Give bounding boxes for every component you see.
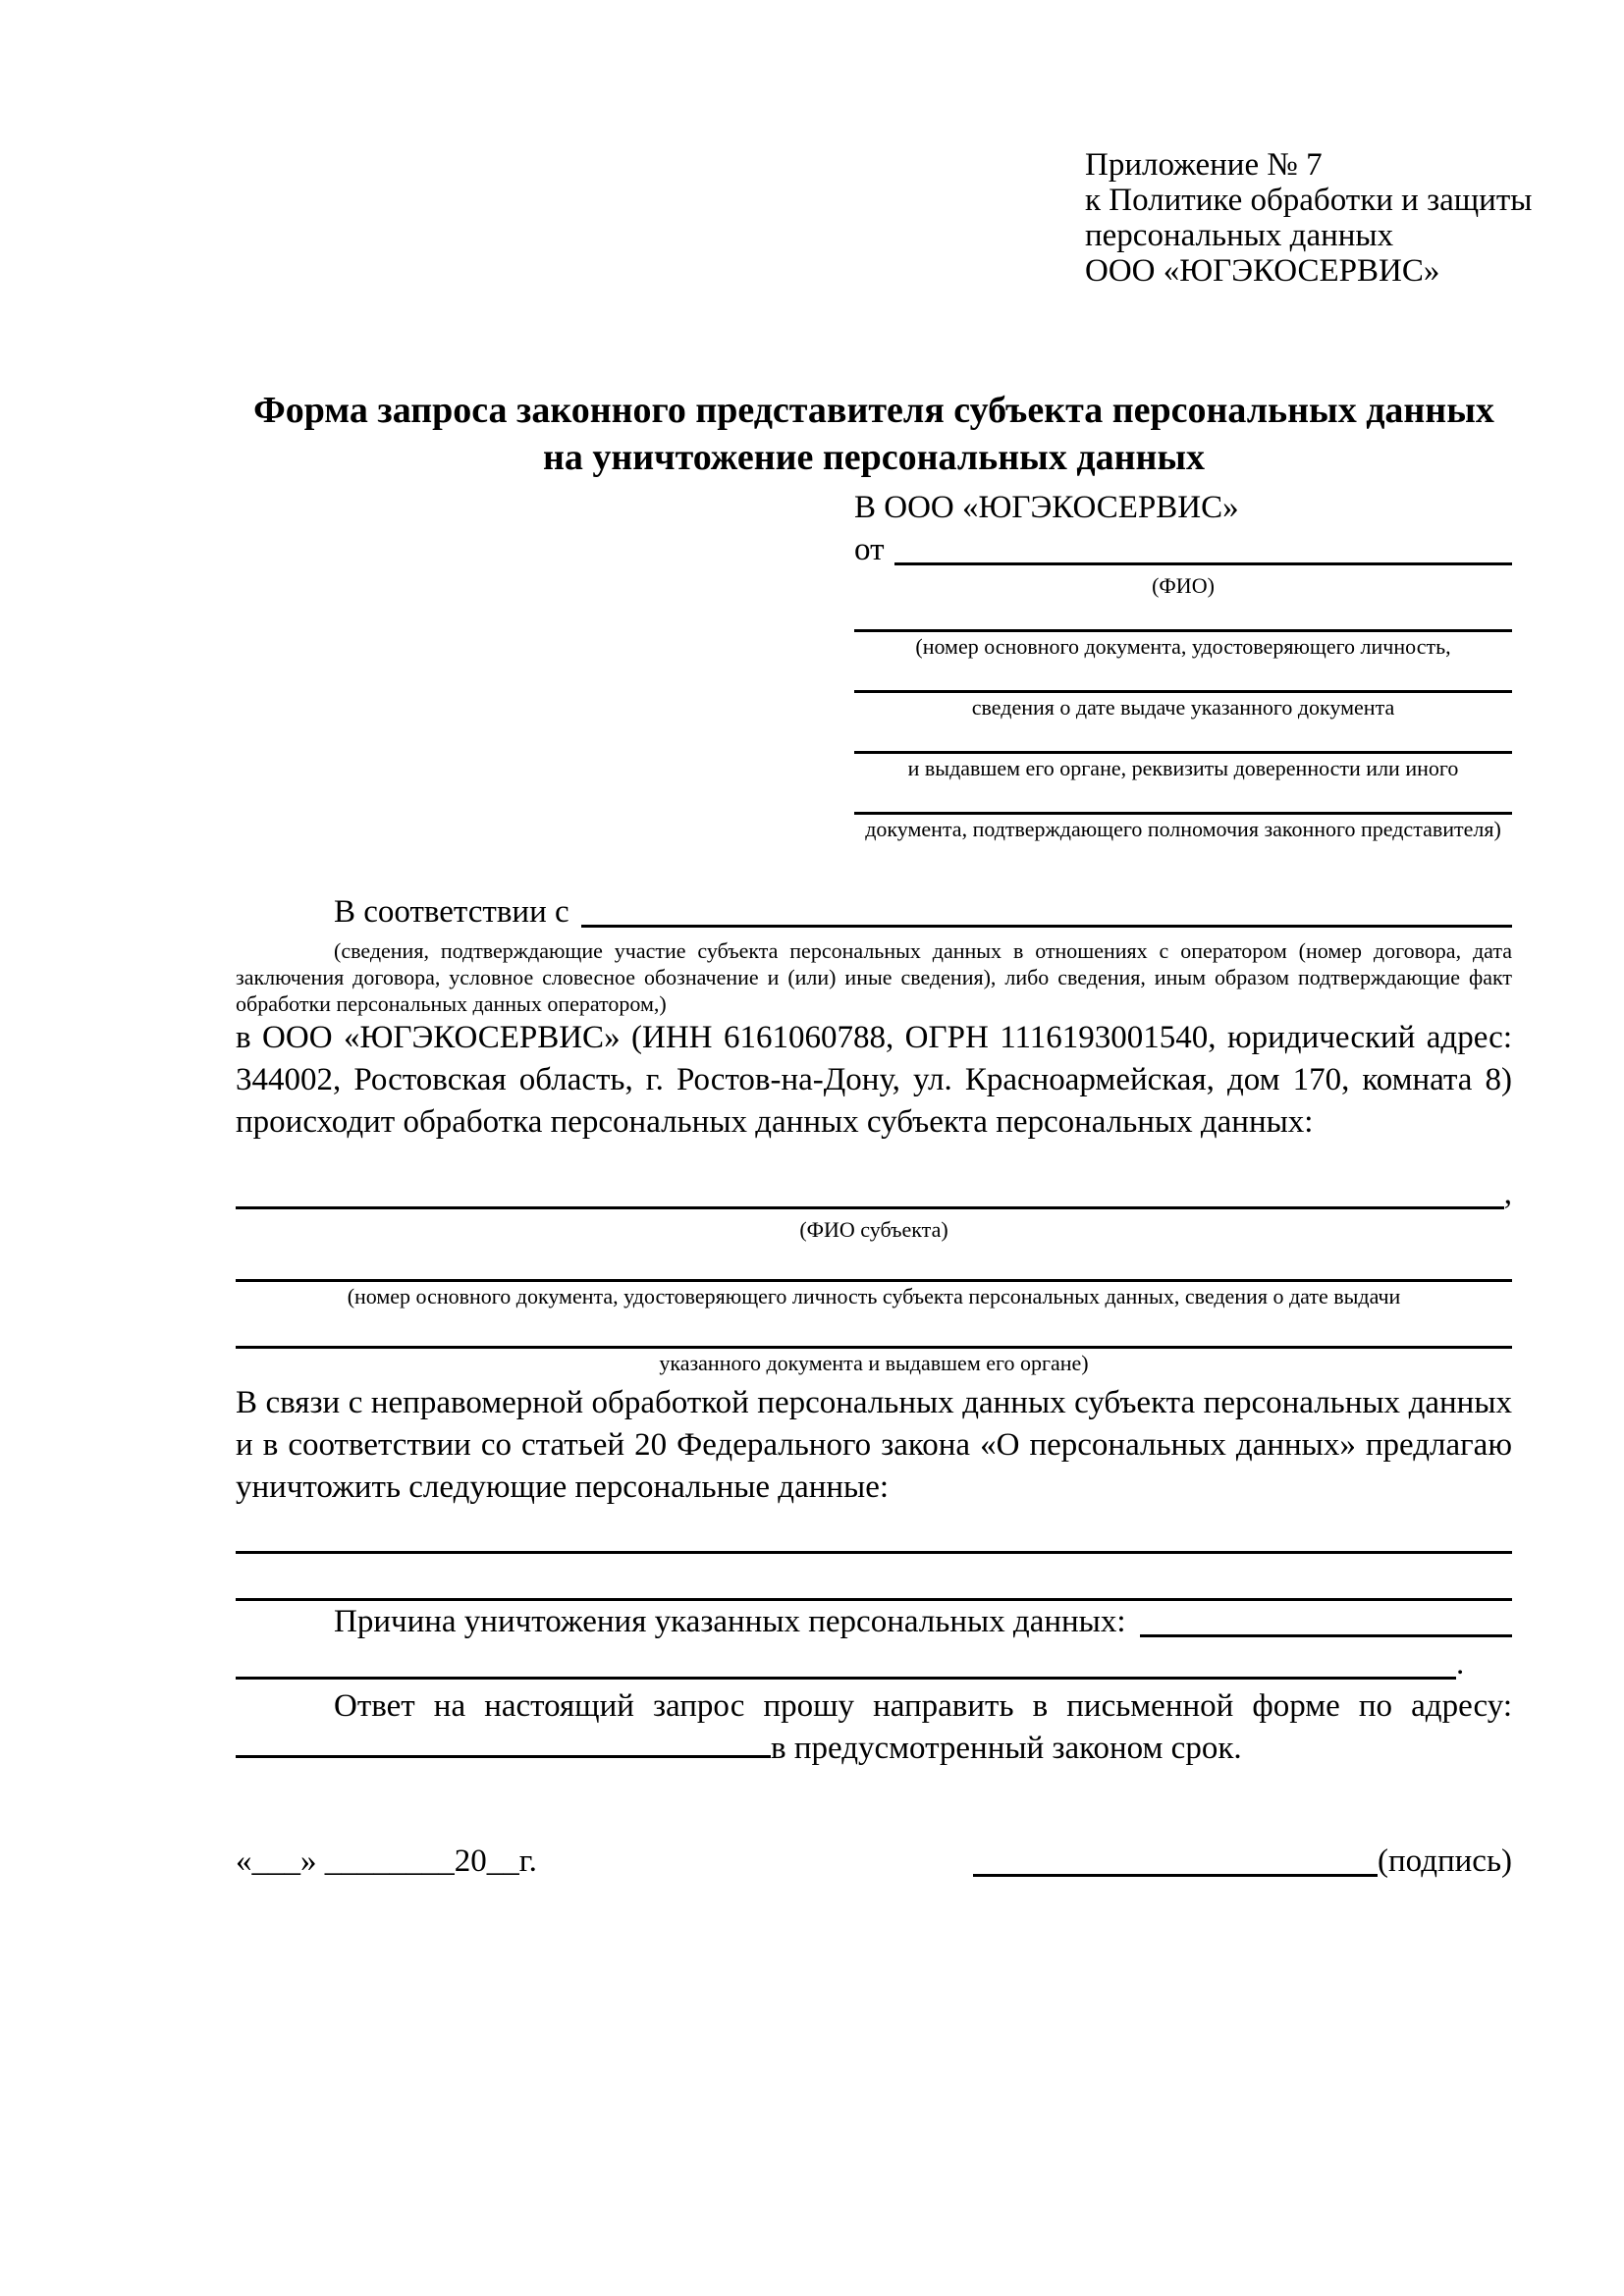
from-label: от <box>854 532 885 567</box>
subject-fio-row <box>236 1173 1512 1215</box>
page-title-line-1: Форма запроса законного представителя субъекта персональных данных <box>253 390 1494 431</box>
data-to-destroy-blank-line <box>236 1509 1512 1554</box>
accordance-fill-line <box>581 925 1512 928</box>
appendix-header-line: к Политике обработки и защиты <box>1085 183 1533 218</box>
answer-paragraph <box>236 1685 1512 1770</box>
subject-fio-blank-line <box>236 1206 1504 1209</box>
accordance-lead: В соответствии с <box>334 894 569 930</box>
subject-doc-blank-line <box>236 1309 1512 1349</box>
data-to-destroy-blank-line <box>236 1554 1512 1601</box>
date-field: «___» ________20__г. <box>236 1843 537 1879</box>
page-title <box>236 387 1512 481</box>
subject-fio-caption: (ФИО субъекта) <box>799 1217 948 1242</box>
answer-tail: в предусмотренный законом срок. <box>771 1731 1242 1766</box>
address-fill-line <box>236 1755 771 1758</box>
representative-doc-caption: сведения о дате выдаче указанного документа <box>971 695 1395 720</box>
accordance-caption: (сведения, подтверждающие участие субъекта персональных данных в отношениях с оператором (номер договора, дата заключения договора, условное словесное обозначение и (или) иные сведения), либо сведения, иным образом подтверждающие факт обработки персональных данных оператором,) <box>236 938 1512 1016</box>
representative-doc-blank-line <box>854 721 1512 754</box>
representative-doc-caption: и выдавшем его органе, реквизиты доверенности или иного <box>907 756 1459 780</box>
representative-doc-caption: документа, подтверждающего полномочия законного представителя) <box>865 817 1501 841</box>
reason-fill-line <box>1140 1634 1512 1637</box>
representative-doc-caption: (номер основного документа, удостоверяющего личность, <box>915 634 1451 659</box>
document-body <box>236 891 1512 1770</box>
appendix-header-line: персональных данных <box>1085 218 1394 253</box>
appendix-header-line: Приложение № 7 <box>1085 147 1323 183</box>
addressee-block <box>854 487 1512 842</box>
representative-doc-blank-line <box>854 781 1512 815</box>
reason-continuation-row <box>236 1643 1512 1685</box>
appendix-header <box>1085 147 1533 289</box>
page-title-line-2: на уничтожение персональных данных <box>542 437 1206 478</box>
subject-doc-caption-2: указанного документа и выдавшем его органе) <box>659 1351 1089 1375</box>
signature-caption: (подпись) <box>1378 1843 1512 1879</box>
reason-blank-line <box>236 1677 1456 1680</box>
reason-row <box>236 1601 1512 1643</box>
addressee-to: В ООО «ЮГЭКОСЕРВИС» <box>854 490 1239 525</box>
subject-doc-blank-line <box>236 1243 1512 1282</box>
accordance-row <box>236 891 1512 934</box>
operator-paragraph: в ООО «ЮГЭКОСЕРВИС» (ИНН 6161060788, ОГРН 1116193001540, юридический адрес: 344002, Ростовская область, г. Ростов-на-Дону, ул. Красноармейская, дом 170, комната 8) происходит обработка персональных данных субъекта персональных данных: <box>236 1020 1512 1140</box>
fio-caption: (ФИО) <box>1152 573 1215 598</box>
subject-doc-caption-1: (номер основного документа, удостоверяющего личность субъекта персональных данных, сведения о дате выдачи <box>347 1284 1401 1308</box>
from-row <box>854 529 1512 571</box>
subject-fio-suffix: , <box>1503 1176 1512 1211</box>
reason-lead: Причина уничтожения указанных персональных данных: <box>334 1604 1126 1639</box>
signature-field <box>973 1841 1512 1883</box>
from-fill-line <box>894 562 1513 565</box>
footer-row <box>236 1841 1512 1883</box>
representative-doc-blank-line <box>854 660 1512 693</box>
reason-line-suffix: . <box>1456 1646 1465 1682</box>
representative-doc-blank-line <box>854 599 1512 632</box>
appendix-header-line: ООО «ЮГЭКОСЕРВИС» <box>1085 253 1440 289</box>
request-paragraph: В связи с неправомерной обработкой персональных данных субъекта персональных данных и в соответствии со статьей 20 Федерального закона «О персональных данных» предлагаю уничтожить следующие персональные данные: <box>236 1385 1512 1505</box>
signature-blank-line <box>973 1874 1378 1877</box>
answer-lead: Ответ на настоящий запрос прошу направить в письменной форме по адресу: <box>334 1688 1512 1724</box>
